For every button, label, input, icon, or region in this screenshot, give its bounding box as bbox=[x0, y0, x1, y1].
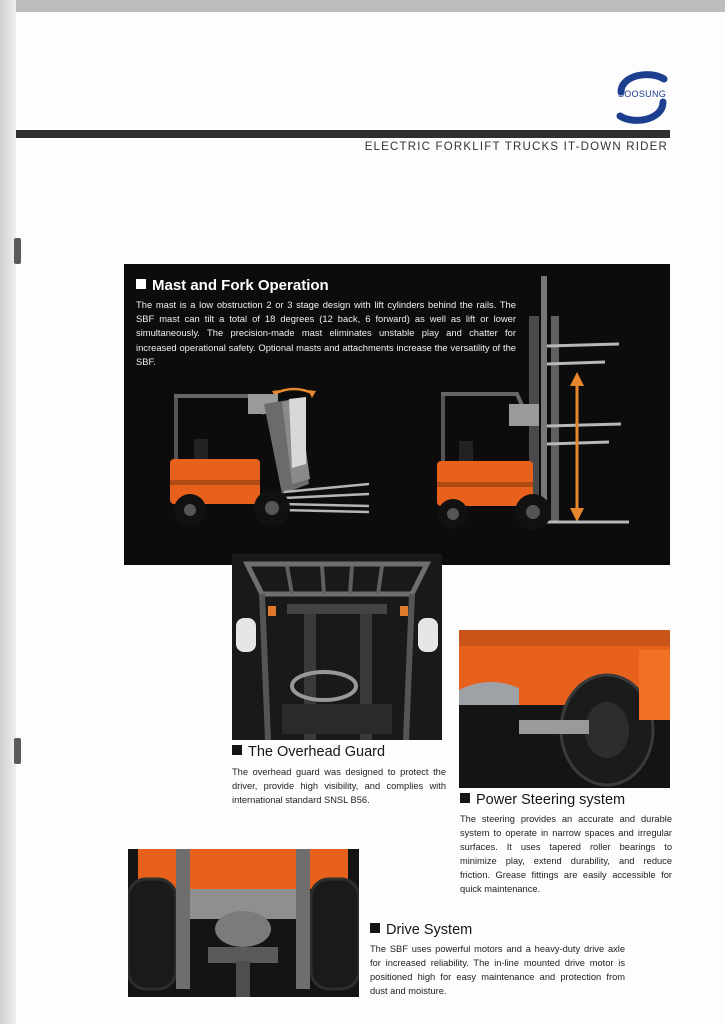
square-bullet-icon bbox=[232, 745, 242, 755]
binding-shadow bbox=[0, 0, 16, 1024]
square-bullet-icon bbox=[136, 279, 146, 289]
mast-title: Mast and Fork Operation bbox=[136, 277, 329, 294]
square-bullet-icon bbox=[460, 793, 470, 803]
logo-text: SOOSUNG bbox=[617, 89, 667, 99]
overhead-title: The Overhead Guard bbox=[232, 744, 385, 760]
drive-title: Drive System bbox=[370, 922, 472, 938]
power-steering-photo bbox=[459, 630, 670, 788]
binder-clip bbox=[14, 738, 21, 764]
overhead-guard-photo bbox=[232, 554, 442, 740]
overhead-body: The overhead guard was designed to protect the driver, provide high visibility, and complies with international standard SNSL B56. bbox=[232, 767, 446, 805]
steering-title: Power Steering system bbox=[460, 792, 625, 808]
drive-system-graphic bbox=[128, 849, 359, 997]
overhead-guard-graphic bbox=[232, 554, 442, 740]
header-rule bbox=[16, 130, 670, 138]
page-subtitle: ELECTRIC FORKLIFT TRUCKS IT-DOWN RIDER bbox=[364, 141, 668, 153]
power-steering-graphic bbox=[459, 630, 670, 788]
square-bullet-icon bbox=[370, 923, 380, 933]
soosung-logo bbox=[612, 70, 672, 126]
forklift-tilt-illustration bbox=[164, 384, 374, 534]
steering-body: The steering provides an accurate and durable system to operate in narrow spaces and irregular surfaces. It uses tapered roller bearings to minimize play, extend durability, and reduce friction. Grease fittings are easily accessible for quick maintenance. bbox=[460, 814, 672, 894]
mast-section bbox=[124, 264, 670, 565]
drive-body: The SBF uses powerful motors and a heavy-duty drive axle for increased reliability. The in-line mounted drive motor is positioned high for easy maintenance and protection from dust and moisture. bbox=[370, 944, 625, 996]
forklift-lift-illustration bbox=[429, 276, 639, 538]
binder-clip bbox=[14, 238, 21, 264]
drive-system-photo bbox=[128, 849, 359, 997]
mast-body: The mast is a low obstruction 2 or 3 stage design with lift cylinders behind the rails. The SBF mast can tilt a total of 18 degrees (12 back, 6 forward) as well as lift or lower simultaneously. The precision-made mast eliminates unstable play and chatter for increased operational safety. Optional masts and attachments increase the versatility of the SBF. bbox=[136, 299, 516, 367]
